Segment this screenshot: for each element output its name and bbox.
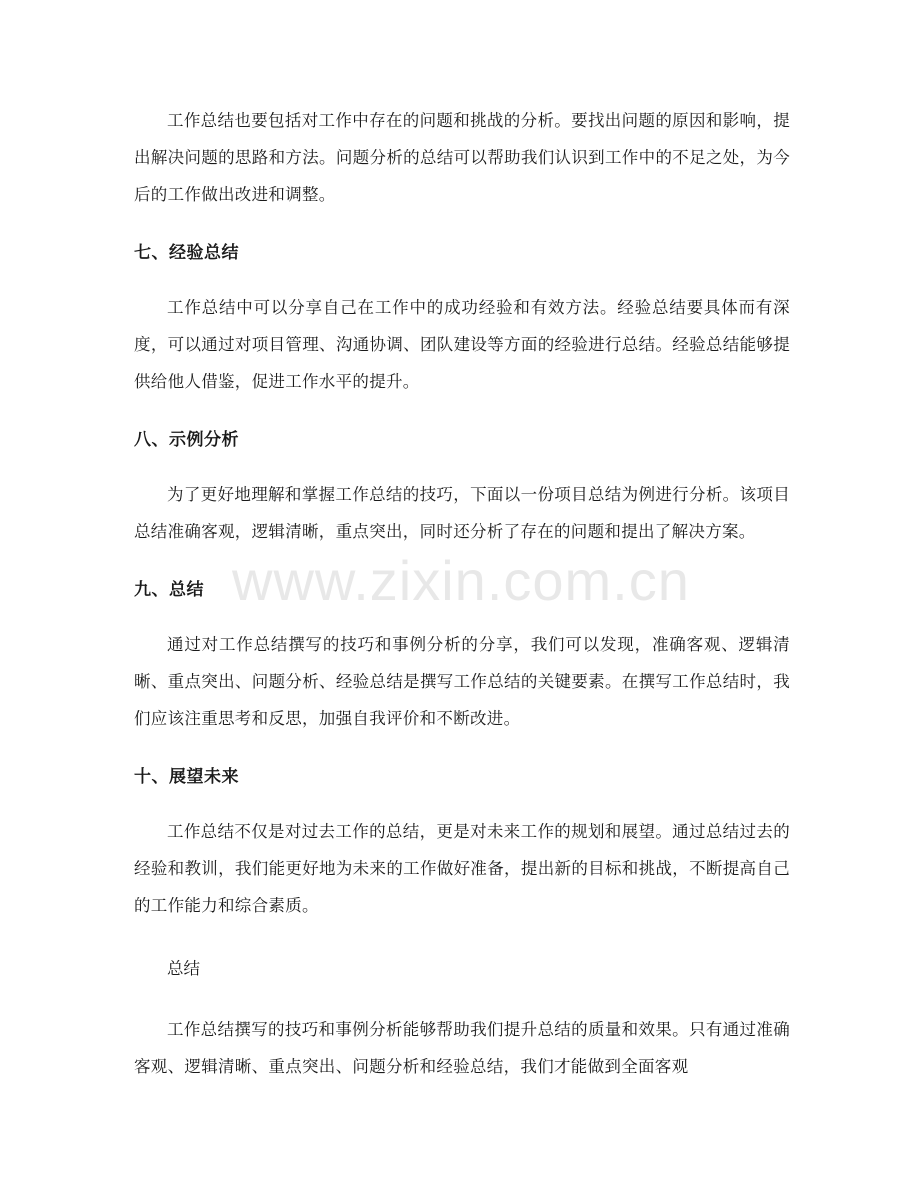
summary-label: 总结 [167, 959, 200, 978]
document-body [134, 102, 790, 1111]
section-heading-conclusion: 九、总结 [134, 580, 204, 600]
problem-analysis-paragraph: 工作总结也要包括对工作中存在的问题和挑战的分析。要找出问题的原因和影响，提出解决问题的思路和方法。问题分析的总结可以帮助我们认识到工作中的不足之处，为今后的工作做出改进和调整。 [134, 111, 790, 204]
section-heading-experience: 七、经验总结 [134, 243, 239, 263]
conclusion-paragraph: 通过对工作总结撰写的技巧和事例分析的分享，我们可以发现，准确客观、逻辑清晰、重点突出、问题分析、经验总结是撰写工作总结的关键要素。在撰写工作总结时，我们应该注重思考和反思，加强自我评价和不断改进。 [134, 635, 790, 728]
experience-paragraph: 工作总结中可以分享自己在工作中的成功经验和有效方法。经验总结要具体而有深度，可以通过对项目管理、沟通协调、团队建设等方面的经验进行总结。经验总结能够提供给他人借鉴，促进工作水平的提升。 [134, 298, 790, 391]
outlook-paragraph: 工作总结不仅是对过去工作的总结，更是对未来工作的规划和展望。通过总结过去的经验和教训，我们能更好地为未来的工作做好准备，提出新的目标和挑战，不断提高自己的工作能力和综合素质。 [134, 822, 790, 915]
example-paragraph: 为了更好地理解和掌握工作总结的技巧，下面以一份项目总结为例进行分析。该项目总结准确客观，逻辑清晰，重点突出，同时还分析了存在的问题和提出了解决方案。 [134, 485, 790, 541]
watermark-text: www.zixin.com.cn [232, 549, 690, 612]
section-heading-example: 八、示例分析 [134, 430, 239, 450]
summary-paragraph: 工作总结撰写的技巧和事例分析能够帮助我们提升总结的质量和效果。只有通过准确客观、逻辑清晰、重点突出、问题分析和经验总结，我们才能做到全面客观 [134, 1020, 790, 1076]
section-heading-outlook: 十、展望未来 [134, 767, 239, 787]
